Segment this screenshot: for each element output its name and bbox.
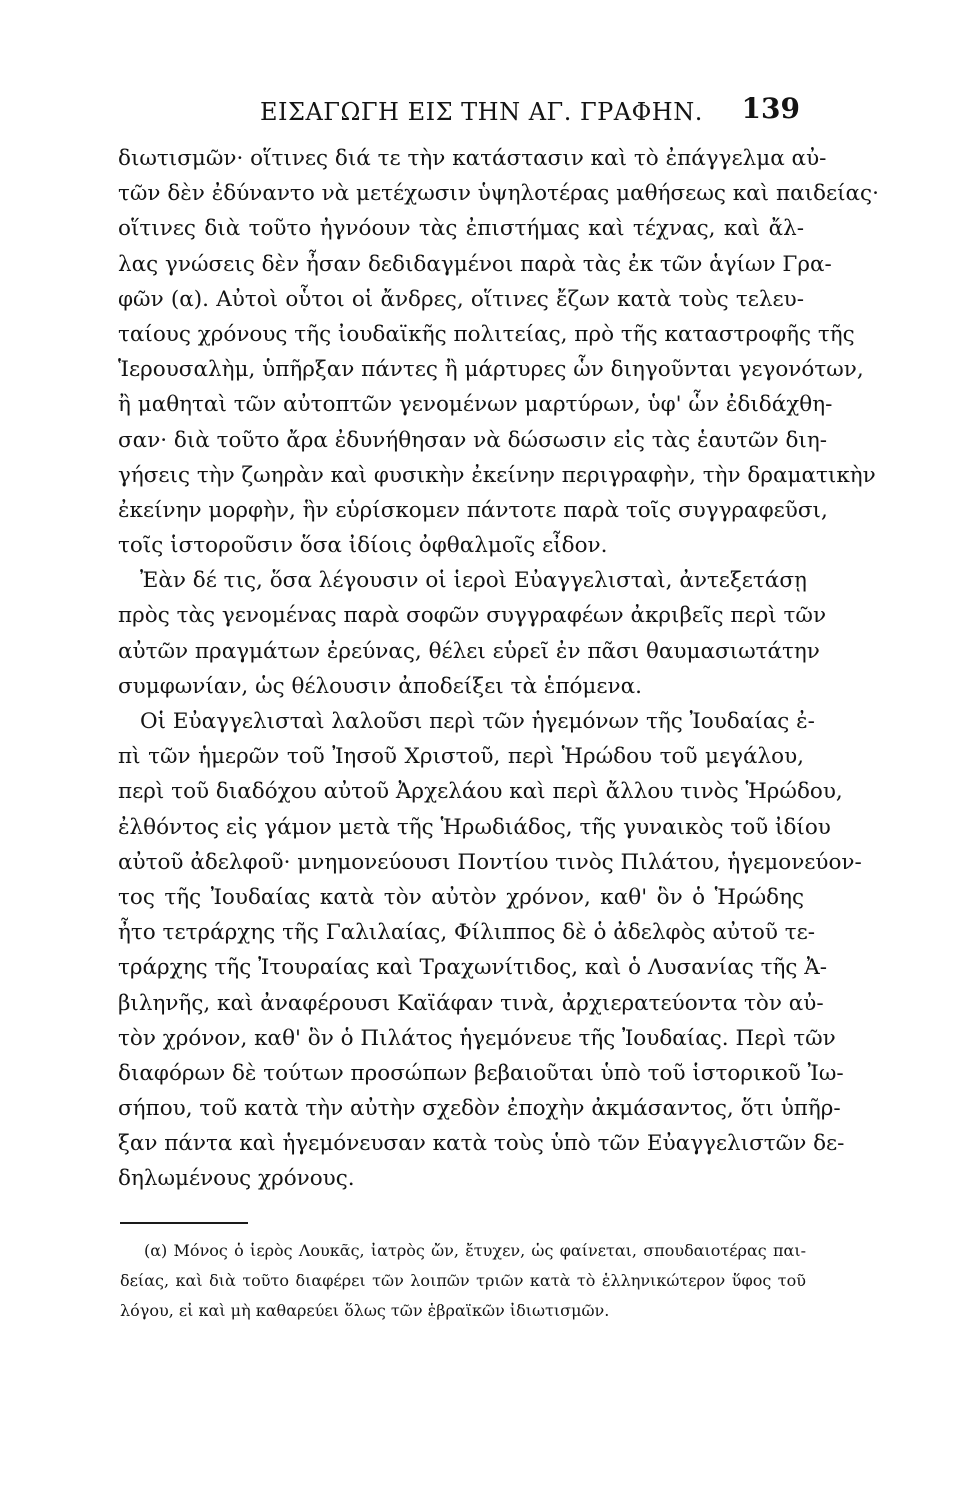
footnote — [120, 1236, 806, 1326]
text-line: τὸν χρόνον, καθ' ὃν ὁ Πιλάτος ἡγεμόνευε τῆς Ἰουδαίας. Περὶ τῶν — [118, 1025, 836, 1051]
text-line: τῶν δὲν ἐδύναντο νὰ μετέχωσιν ὑψηλοτέρας μαθήσεως καὶ παιδείας· — [118, 181, 879, 207]
text-line: διωτισμῶν· οἵτινες διά τε τὴν κατάστασιν καὶ τὸ ἐπάγγελμα αὐ- — [118, 146, 827, 171]
text-line: γήσεις τὴν ζωηρὰν καὶ φυσικὴν ἐκείνην περιγραφὴν, τὴν δραματικὴν — [118, 462, 876, 488]
text-line: σήπου, τοῦ κατὰ τὴν αὐτὴν σχεδὸν ἐποχὴν ἀκμάσαντος, ὅτι ὑπῆρ- — [118, 1096, 841, 1122]
paragraph-start-line: Ἐὰν δέ τις, ὅσα λέγουσιν οἱ ἱεροὶ Εὐαγγελισταὶ, ἀντεξετάσῃ — [140, 568, 807, 594]
text-line: συμφωνίαν, ὡς θέλουσιν ἀποδείξει τὰ ἑπόμενα. — [118, 673, 642, 699]
text-line: ἢ μαθηταὶ τῶν αὐτοπτῶν γενομένων μαρτύρων, ὑφ' ὧν ἐδιδάχθη- — [118, 392, 833, 418]
text-line: αὐτοῦ ἀδελφοῦ· μνημονεύουσι Ποντίου τινὸς Πιλάτου, ἡγεμονεύον- — [118, 849, 862, 875]
footnote-line: (α) Μόνος ὁ ἱερὸς Λουκᾶς, ἰατρὸς ὤν, ἔτυχεν, ὡς φαίνεται, σπουδαιοτέρας παι- — [144, 1241, 806, 1260]
text-line: δηλωμένους χρόνους. — [118, 1166, 355, 1192]
text-line: λας γνώσεις δὲν ἦσαν δεδιδαγμένοι παρὰ τὰς ἐκ τῶν ἁγίων Γρα- — [118, 251, 832, 277]
text-line: ἐλθόντος εἰς γάμον μετὰ τῆς Ἡρωδιάδος, τῆς γυναικὸς τοῦ ἰδίου — [118, 814, 831, 840]
text-line: πὶ τῶν ἡμερῶν τοῦ Ἰησοῦ Χριστοῦ, περὶ Ἡρώδου τοῦ μεγάλου, — [118, 744, 804, 770]
text-line: ταίους χρόνους τῆς ἰουδαϊκῆς πολιτείας, πρὸ τῆς καταστροφῆς τῆς — [118, 321, 855, 347]
text-line: τράρχης τῆς Ἰτουραίας καὶ Τραχωνίτιδος, καὶ ὁ Λυσανίας τῆς Ἀ- — [118, 955, 828, 981]
running-header — [120, 92, 800, 132]
page-number: 139 — [741, 92, 800, 125]
footnote-line: δείας, καὶ διὰ τοῦτο διαφέρει τῶν λοιπῶν τριῶν κατὰ τὸ ἑλληνικώτερον ὕφος τοῦ — [120, 1271, 806, 1290]
text-line: διαφόρων δὲ τούτων προσώπων βεβαιοῦται ὑπὸ τοῦ ἱστορικοῦ Ἰω- — [118, 1060, 844, 1086]
text-line: σαν· διὰ τοῦτο ἄρα ἐδυνήθησαν νὰ δώσωσιν εἰς τὰς ἑαυτῶν διη- — [118, 427, 828, 453]
header-title: ΕΙΣΑΓΩΓΗ ΕΙΣ ΤΗΝ ΑΓ. ΓΡΑΦΗΝ. — [260, 98, 703, 126]
text-line: οἵτινες διὰ τοῦτο ἠγνόουν τὰς ἐπιστήμας καὶ τέχνας, καὶ ἄλ- — [118, 216, 804, 242]
text-line: πρὸς τὰς γενομένας παρὰ σοφῶν συγγραφέων ἀκριβεῖς περὶ τῶν — [118, 603, 827, 629]
text-line: τος τῆς Ἰουδαίας κατὰ τὸν αὐτὸν χρόνον, καθ' ὃν ὁ Ἡρώδης — [118, 884, 804, 910]
text-line: περὶ τοῦ διαδόχου αὐτοῦ Ἀρχελάου καὶ περὶ ἄλλου τινὸς Ἡρώδου, — [118, 779, 843, 805]
text-line: ἐκείνην μορφὴν, ἣν εὑρίσκομεν πάντοτε παρὰ τοῖς συγγραφεῦσι, — [118, 497, 828, 523]
text-line: φῶν (α). Αὐτοὶ οὗτοι οἱ ἄνδρες, οἵτινες ἔζων κατὰ τοὺς τελευ- — [118, 286, 804, 312]
text-line: ξαν πάντα καὶ ἡγεμόνευσαν κατὰ τοὺς ὑπὸ τῶν Εὐαγγελιστῶν δε- — [118, 1131, 845, 1157]
footnote-divider — [120, 1222, 248, 1224]
footnote-line: λόγου, εἰ καὶ μὴ καθαρεύει ὅλως τῶν ἑβραϊκῶν ἰδιωτισμῶν. — [120, 1301, 610, 1320]
paragraph-start-line: Οἱ Εὐαγγελισταὶ λαλοῦσι περὶ τῶν ἡγεμόνων τῆς Ἰουδαίας ἐ- — [140, 709, 815, 734]
text-line: Ἱερουσαλὴμ, ὑπῆρξαν πάντες ἢ μάρτυρες ὧν διηγοῦνται γεγονότων, — [118, 357, 864, 383]
text-line: βιληνῆς, καὶ ἀναφέρουσι Καϊάφαν τινὰ, ἀρχιερατεύοντα τὸν αὐ- — [118, 990, 824, 1016]
body-text — [118, 141, 879, 1197]
text-line: τοῖς ἱστοροῦσιν ὅσα ἰδίοις ὀφθαλμοῖς εἶδον. — [118, 533, 608, 559]
text-line: αὐτῶν πραγμάτων ἐρεύνας, θέλει εὑρεῖ ἐν πᾶσι θαυμασιωτάτην — [118, 638, 820, 664]
text-line: ἦτο τετράρχης τῆς Γαλιλαίας, Φίλιππος δὲ ὁ ἀδελφὸς αὐτοῦ τε- — [118, 920, 816, 946]
